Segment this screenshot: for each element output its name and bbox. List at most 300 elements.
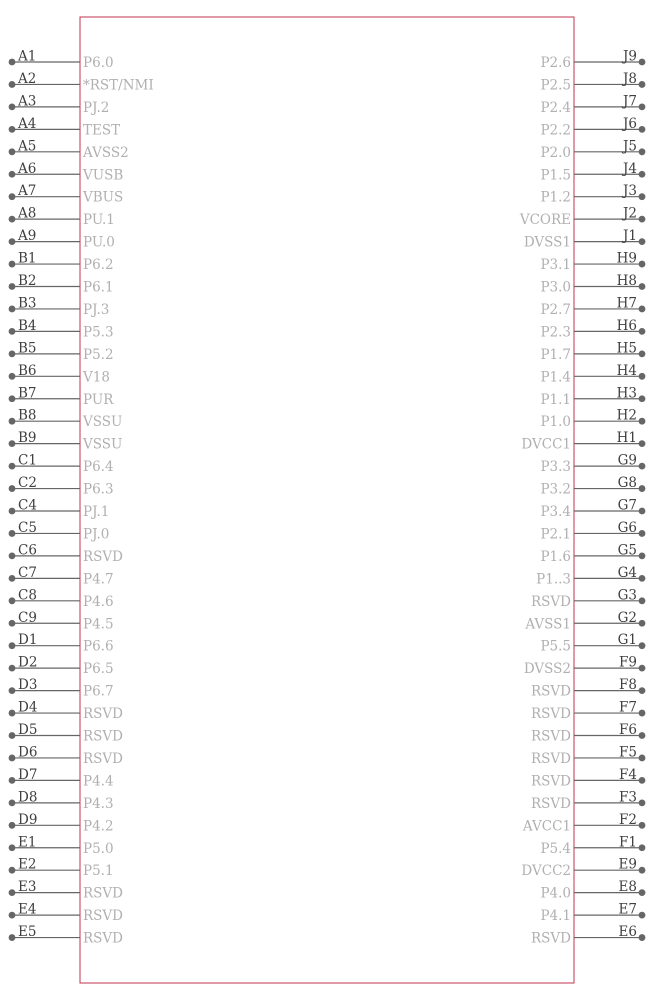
pin-B2	[9, 273, 114, 296]
pin-J2	[519, 206, 646, 229]
pin-terminal-dot	[639, 799, 646, 806]
pin-terminal-dot	[639, 597, 646, 604]
pin-name: P6.2	[83, 257, 114, 274]
pin-number: H8	[616, 273, 637, 289]
pin-J8	[540, 71, 645, 94]
pin-name: P4.7	[83, 571, 114, 588]
pin-F2	[522, 812, 645, 835]
pin-B1	[9, 251, 114, 274]
pin-name: P6.6	[83, 638, 114, 655]
pin-terminal-dot	[639, 261, 646, 268]
pin-terminal-dot	[9, 373, 16, 380]
pin-G6	[540, 520, 645, 543]
pin-F6	[531, 722, 645, 745]
pin-D3	[9, 677, 114, 700]
pin-H4	[540, 363, 645, 386]
pin-number: A2	[18, 70, 37, 87]
pin-terminal-dot	[639, 126, 646, 133]
pin-name: RSVD	[83, 908, 123, 925]
pin-A7	[9, 183, 124, 206]
pin-name: RSVD	[531, 706, 571, 723]
pin-terminal-dot	[639, 822, 646, 829]
pin-number: F7	[619, 699, 637, 716]
pin-number: B6	[18, 362, 37, 379]
pin-terminal-dot	[639, 350, 646, 357]
pin-number: D8	[18, 789, 38, 806]
pin-terminal-dot	[639, 732, 646, 739]
pin-number: C8	[18, 587, 37, 604]
pin-terminal-dot	[639, 485, 646, 492]
pin-E2	[9, 857, 114, 880]
pin-F3	[531, 789, 645, 812]
pin-name: P6.1	[83, 279, 114, 296]
pin-number: G5	[617, 542, 637, 559]
left-pin-column	[9, 49, 154, 947]
pin-A2	[9, 71, 154, 94]
pin-number: H3	[616, 385, 637, 402]
pin-terminal-dot	[9, 642, 16, 649]
pin-terminal-dot	[9, 126, 16, 133]
pin-number: E8	[618, 879, 637, 896]
pin-number: G2	[617, 609, 637, 626]
pin-number: J3	[622, 183, 637, 200]
pin-terminal-dot	[639, 508, 646, 515]
pin-number: B7	[18, 385, 37, 402]
pin-G7	[540, 498, 645, 521]
pin-terminal-dot	[9, 620, 16, 627]
pin-terminal-dot	[9, 732, 16, 739]
pin-name: P2.6	[540, 55, 571, 71]
pin-terminal-dot	[639, 81, 646, 88]
pin-number: H6	[616, 317, 637, 334]
pin-name: RSVD	[531, 593, 571, 610]
pin-name: P4.6	[83, 593, 114, 610]
pin-name: P4.5	[83, 616, 114, 633]
pin-J3	[540, 183, 645, 206]
pin-terminal-dot	[9, 710, 16, 717]
pin-name: P4.2	[83, 818, 114, 835]
pin-D9	[9, 812, 114, 835]
pin-number: G7	[617, 497, 637, 514]
pin-number: J6	[622, 115, 637, 132]
pin-terminal-dot	[639, 867, 646, 874]
pin-J5	[540, 138, 645, 161]
pin-name: PJ.0	[83, 526, 110, 543]
pin-A4	[9, 116, 121, 139]
pin-name: P4.0	[540, 885, 571, 902]
pin-terminal-dot	[639, 148, 646, 155]
pin-G3	[531, 587, 645, 610]
pin-G1	[540, 632, 645, 655]
pin-number: F3	[619, 789, 637, 806]
pin-terminal-dot	[9, 238, 16, 245]
pin-B6	[9, 363, 110, 386]
pin-terminal-dot	[9, 328, 16, 335]
pin-number: H7	[616, 295, 637, 312]
pin-C9	[9, 610, 114, 633]
pin-number: C6	[18, 542, 37, 559]
pin-C8	[9, 587, 114, 610]
pin-name: P4.3	[83, 795, 114, 812]
pin-terminal-dot	[9, 665, 16, 672]
pin-number: E4	[18, 901, 37, 918]
pin-name: DVCC1	[521, 436, 571, 453]
pin-name: RSVD	[83, 930, 123, 947]
pin-terminal-dot	[639, 665, 646, 672]
pin-name: VCORE	[519, 212, 571, 229]
pin-name: RSVD	[83, 750, 123, 767]
pin-F5	[531, 744, 645, 767]
pin-name: DVCC2	[521, 863, 571, 880]
pin-number: D1	[18, 632, 38, 649]
pin-number: H4	[616, 362, 637, 379]
pin-terminal-dot	[639, 912, 646, 919]
pin-J9	[540, 49, 645, 72]
pin-H7	[540, 295, 645, 318]
pin-terminal-dot	[9, 912, 16, 919]
pin-name: P6.5	[83, 661, 114, 678]
pin-E6	[531, 924, 645, 947]
pin-F9	[524, 655, 646, 678]
pin-terminal-dot	[9, 485, 16, 492]
pin-name: PJ.2	[83, 99, 110, 116]
pin-terminal-dot	[639, 306, 646, 313]
pin-C5	[9, 520, 110, 543]
pin-terminal-dot	[9, 687, 16, 694]
pin-number: H5	[616, 340, 637, 357]
pin-name: P1.4	[540, 369, 571, 386]
pin-number: F2	[619, 811, 637, 828]
pin-number: J4	[622, 160, 637, 177]
pin-B5	[9, 340, 114, 363]
pin-terminal-dot	[639, 777, 646, 784]
pin-number: H9	[616, 250, 637, 267]
pin-terminal-dot	[639, 463, 646, 470]
pin-terminal-dot	[9, 867, 16, 874]
pin-name: P4.1	[540, 908, 571, 925]
pin-name: DVSS1	[523, 234, 571, 251]
pin-H8	[540, 273, 645, 296]
pin-H3	[540, 385, 645, 408]
pin-terminal-dot	[9, 777, 16, 784]
pin-name: P1.2	[540, 189, 571, 206]
pin-A3	[9, 93, 110, 116]
pin-D7	[9, 767, 114, 790]
pin-terminal-dot	[9, 261, 16, 268]
pin-name: P5.3	[83, 324, 114, 341]
pin-H6	[540, 318, 645, 341]
pin-number: G6	[617, 519, 637, 536]
pin-number: A3	[18, 93, 37, 110]
pin-name: P2.0	[540, 144, 571, 161]
pin-terminal-dot	[9, 553, 16, 560]
pin-A9	[9, 228, 115, 251]
pin-name: P3.1	[540, 257, 571, 274]
pin-name: P6.4	[83, 459, 114, 476]
pin-C6	[9, 542, 124, 565]
pin-terminal-dot	[639, 710, 646, 717]
pin-number: F8	[619, 677, 637, 694]
pin-terminal-dot	[9, 799, 16, 806]
pin-J1	[524, 228, 646, 251]
pin-number: E5	[18, 924, 37, 941]
pin-number: A4	[18, 115, 37, 132]
pin-terminal-dot	[9, 597, 16, 604]
pin-terminal-dot	[639, 193, 646, 200]
pin-name: P3.2	[540, 481, 571, 498]
pin-E3	[9, 879, 124, 902]
pin-terminal-dot	[639, 530, 646, 537]
pin-H1	[521, 430, 645, 453]
pin-D2	[9, 655, 114, 678]
pin-name: VSSU	[83, 436, 123, 453]
pin-name: P1.1	[540, 391, 571, 408]
pin-number: C4	[18, 497, 37, 514]
pin-name: P2.4	[540, 99, 571, 116]
pin-number: F5	[619, 744, 637, 761]
pin-D4	[9, 700, 124, 723]
pin-number: J7	[622, 93, 637, 110]
pin-number: D4	[18, 699, 38, 716]
pin-number: G3	[617, 587, 637, 604]
pin-G4	[536, 565, 645, 588]
pin-name: RSVD	[83, 548, 123, 565]
pin-name: P1..3	[536, 571, 571, 588]
pin-terminal-dot	[9, 306, 16, 313]
pin-name: P2.7	[540, 301, 571, 318]
pin-number: B4	[18, 317, 37, 334]
pin-number: F6	[619, 722, 637, 738]
pin-name: P2.5	[540, 77, 571, 94]
pin-number: G8	[617, 475, 637, 492]
pin-number: E1	[18, 834, 37, 851]
pin-H5	[540, 340, 645, 363]
pin-name: RSVD	[531, 930, 571, 947]
pin-G5	[540, 542, 645, 565]
pin-terminal-dot	[9, 463, 16, 470]
pin-G2	[524, 610, 645, 633]
pin-terminal-dot	[639, 104, 646, 111]
pin-number: E6	[618, 924, 637, 941]
ic-body-outline	[80, 17, 574, 983]
pin-D6	[9, 744, 124, 767]
pin-number: G1	[617, 632, 637, 649]
pin-terminal-dot	[9, 104, 16, 111]
pin-F4	[531, 767, 645, 790]
pin-terminal-dot	[639, 59, 646, 66]
pin-E5	[9, 924, 124, 947]
pin-B4	[9, 318, 114, 341]
pin-A5	[9, 138, 129, 161]
pin-D8	[9, 789, 114, 812]
pin-terminal-dot	[9, 440, 16, 447]
pin-name: P6.0	[83, 55, 114, 71]
pin-terminal-dot	[639, 395, 646, 402]
pin-number: H2	[616, 407, 637, 424]
pin-number: G9	[617, 452, 637, 469]
pin-name: P5.5	[540, 638, 571, 655]
pin-terminal-dot	[639, 620, 646, 627]
pin-name: RSVD	[83, 706, 123, 723]
pin-number: B1	[18, 250, 37, 267]
pin-number: B3	[18, 295, 37, 312]
pin-name: P1.5	[540, 167, 571, 184]
pin-name: AVSS1	[525, 616, 571, 633]
pin-number: B5	[18, 340, 37, 357]
pin-terminal-dot	[639, 328, 646, 335]
pin-number: A1	[18, 48, 37, 65]
pin-terminal-dot	[9, 934, 16, 941]
pin-terminal-dot	[9, 755, 16, 762]
pin-name: P2.1	[540, 526, 571, 543]
pin-terminal-dot	[639, 238, 646, 245]
pin-number: D3	[18, 677, 38, 694]
pin-name: P6.3	[83, 481, 114, 498]
pin-name: P5.4	[540, 840, 571, 857]
pin-C7	[9, 565, 114, 588]
pin-A6	[9, 161, 124, 184]
pin-E4	[9, 902, 124, 925]
pin-number: F4	[619, 766, 637, 783]
pin-terminal-dot	[639, 575, 646, 582]
pin-number: C5	[18, 519, 37, 536]
pin-name: P6.7	[83, 683, 114, 700]
pin-number: C1	[18, 452, 37, 469]
pin-number: E3	[18, 879, 37, 896]
pin-name: P1.7	[540, 346, 571, 363]
pin-number: F9	[619, 654, 637, 671]
pin-number: H1	[616, 430, 637, 447]
pin-number: D9	[18, 811, 38, 828]
pin-A8	[9, 206, 115, 229]
pin-number: J5	[622, 138, 637, 155]
pin-number: G4	[617, 564, 637, 581]
right-pin-column	[519, 49, 646, 947]
pin-C4	[9, 498, 110, 521]
pin-terminal-dot	[9, 171, 16, 178]
pin-number: J2	[622, 205, 637, 222]
pin-name: PJ.1	[83, 504, 110, 520]
pin-name: PU.0	[83, 234, 115, 251]
pin-terminal-dot	[9, 283, 16, 290]
pin-number: B2	[18, 273, 37, 289]
pin-number: B9	[18, 430, 37, 447]
pin-number: C9	[18, 609, 37, 626]
pin-name: PUR	[83, 391, 114, 408]
pin-B7	[9, 385, 115, 408]
pin-terminal-dot	[9, 216, 16, 223]
pin-terminal-dot	[639, 418, 646, 425]
pin-name: P3.3	[540, 459, 571, 476]
pin-name: P3.4	[540, 504, 571, 520]
pin-number: D5	[18, 722, 38, 738]
pin-G9	[540, 453, 645, 476]
pin-name: AVCC1	[522, 818, 571, 835]
pin-B3	[9, 295, 110, 318]
pin-E8	[540, 879, 645, 902]
pin-terminal-dot	[639, 755, 646, 762]
pin-number: E9	[618, 856, 637, 873]
pin-name: PJ.3	[83, 301, 110, 318]
pin-number: A8	[18, 205, 37, 222]
pin-A1	[9, 49, 114, 72]
pin-terminal-dot	[639, 171, 646, 178]
pin-name: TEST	[83, 122, 121, 139]
pin-H2	[540, 408, 645, 431]
pin-terminal-dot	[9, 575, 16, 582]
pin-G8	[540, 475, 645, 498]
pin-number: A6	[18, 160, 37, 177]
pin-C2	[9, 475, 114, 498]
pin-F1	[540, 834, 645, 857]
pin-D1	[9, 632, 114, 655]
pin-E7	[540, 902, 645, 925]
pin-number: B8	[18, 407, 37, 424]
pin-terminal-dot	[9, 350, 16, 357]
pin-number: J1	[622, 228, 637, 245]
pin-name: P1.0	[540, 414, 571, 431]
pin-terminal-dot	[9, 59, 16, 66]
pin-number: C7	[18, 564, 37, 581]
pin-name: RSVD	[83, 728, 123, 745]
pin-name: RSVD	[531, 795, 571, 812]
pin-number: A5	[18, 138, 37, 155]
pin-number: F1	[619, 834, 637, 851]
pin-number: A9	[18, 228, 37, 245]
pin-name: P2.3	[540, 324, 571, 341]
pin-number: D7	[18, 766, 38, 783]
pin-name: PU.1	[83, 212, 115, 229]
pin-number: A7	[18, 183, 37, 200]
pin-name: RSVD	[531, 683, 571, 700]
pin-name: *RST/NMI	[83, 77, 154, 94]
pin-terminal-dot	[639, 642, 646, 649]
pin-number: D6	[18, 744, 38, 761]
pin-J4	[540, 161, 645, 184]
pin-terminal-dot	[639, 553, 646, 560]
pin-J7	[540, 93, 645, 116]
pin-name: DVSS2	[523, 661, 571, 678]
pin-terminal-dot	[9, 148, 16, 155]
pin-terminal-dot	[639, 216, 646, 223]
pin-terminal-dot	[639, 283, 646, 290]
pin-D5	[9, 722, 124, 745]
pin-name: VUSB	[83, 167, 124, 184]
pin-name: RSVD	[531, 728, 571, 745]
pin-name: AVSS2	[83, 144, 129, 161]
pin-terminal-dot	[9, 193, 16, 200]
pin-terminal-dot	[9, 844, 16, 851]
pin-E9	[521, 857, 645, 880]
pin-terminal-dot	[9, 822, 16, 829]
pin-name: VBUS	[83, 189, 124, 206]
pin-terminal-dot	[639, 889, 646, 896]
pin-name: VSSU	[83, 414, 123, 431]
pin-H9	[540, 251, 645, 274]
pin-C1	[9, 453, 114, 476]
pin-J6	[540, 116, 645, 139]
pin-number: J8	[622, 70, 637, 87]
pin-number: C2	[18, 475, 37, 492]
pin-name: P5.0	[83, 840, 114, 857]
pin-name: P5.1	[83, 863, 114, 880]
pin-F8	[531, 677, 645, 700]
pin-name: P1.6	[540, 548, 571, 565]
pin-B9	[9, 430, 123, 453]
pin-name: P5.2	[83, 346, 114, 363]
pin-E1	[9, 834, 114, 857]
pin-name: RSVD	[83, 885, 123, 902]
